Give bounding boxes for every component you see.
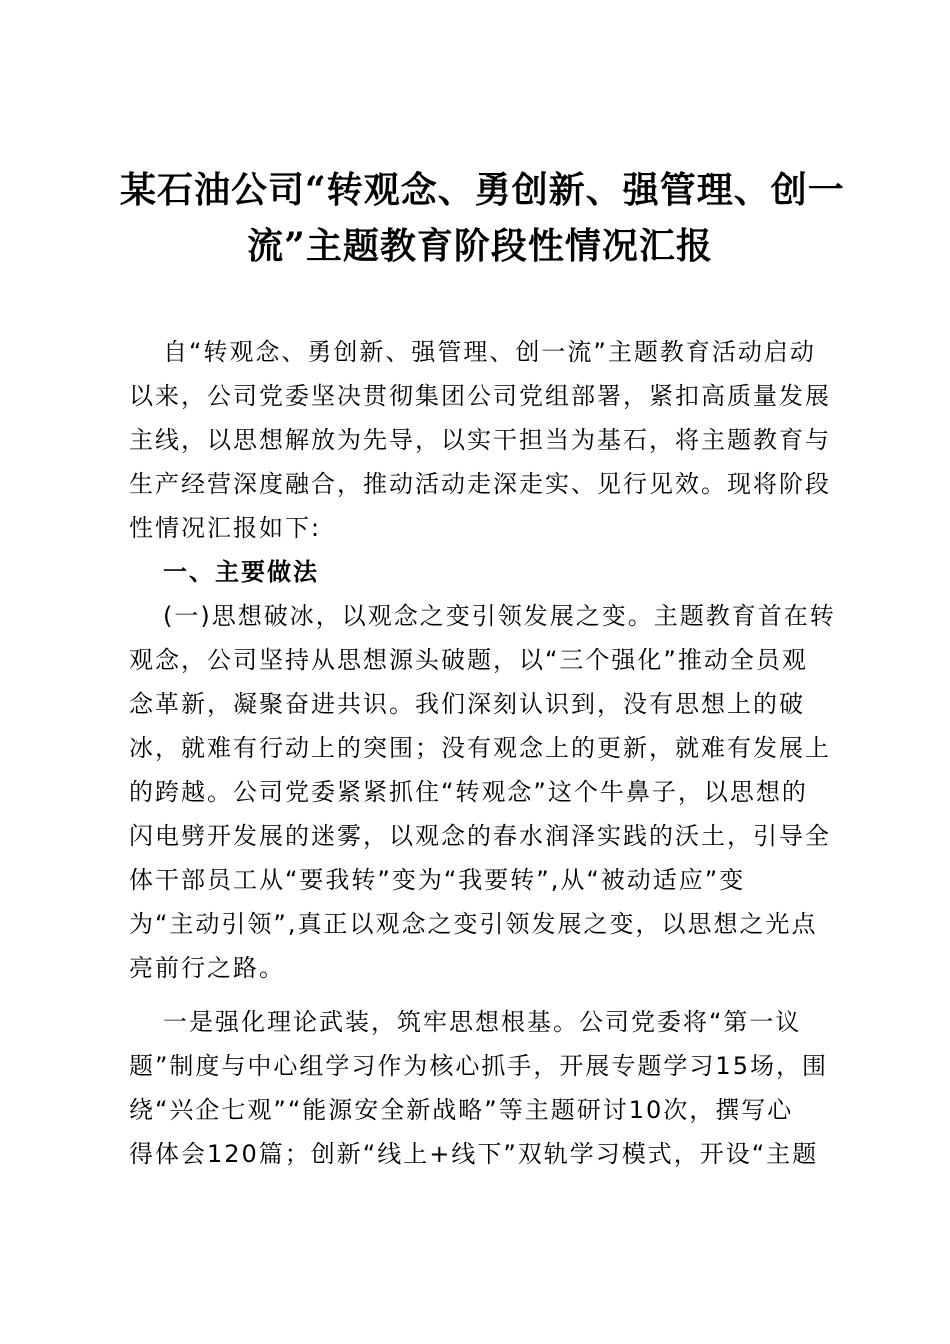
paragraph-line: 闪电劈开发展的迷雾，以观念的春水润泽实践的沃土，引导全 [129,822,831,850]
paragraph-line: 生产经营深度融合，推动活动走深走实、见行见效。现将阶段 [129,470,831,498]
point-paragraph [129,1000,829,1176]
paragraph-line: 冰，就难有行动上的突围；没有观念上的更新，就难有发展上 [129,734,831,762]
paragraph-line: (一)思想破冰，以观念之变引领发展之变。主题教育首在转 [163,602,836,630]
paragraph-line: 自“转观念、勇创新、强管理、创一流”主题教育活动启动 [163,338,816,366]
paragraph-gap [129,990,829,1000]
paragraph-line: 为“主动引领”,真正以观念之变引领发展之变，以思想之光点 [129,910,818,938]
paragraph-line: 题”制度与中心组学习作为核心抓手，开展专题学习15场，围 [129,1052,828,1080]
paragraph-line: 念革新，凝聚奋进共识。我们深刻认识到，没有思想上的破 [129,690,805,718]
title-line: 某石油公司“转观念、勇创新、强管理、创一 [120,169,845,211]
document-title [120,162,845,274]
paragraph-line: 观念，公司坚持从思想源头破题，以“三个强化”推动全员观 [129,646,808,674]
paragraph-line: 体干部员工从“要我转”变为“我要转”,从“被动适应”变 [129,866,746,894]
intro-paragraph [129,330,829,550]
subsection-paragraph [129,594,836,990]
paragraph-line: 一是强化理论武装，筑牢思想根基。公司党委将“第一议 [163,1008,802,1036]
paragraph-line: 绕“兴企七观”“能源安全新战略”等主题研讨10次，撰写心 [129,1096,794,1124]
paragraph-line: 以来，公司党委坚决贯彻集团公司党组部署，紧扣高质量发展 [129,382,831,410]
paragraph-line: 得体会120篇；创新“线上+线下”双轨学习模式，开设“主题 [129,1140,819,1168]
paragraph-line: 性情况汇报如下: [129,514,322,542]
title-line: 流”主题教育阶段性情况汇报 [247,225,713,267]
paragraph-line: 亮前行之路。 [129,954,285,982]
section-heading: 一、主要做法 [163,558,319,586]
paragraph-line: 主线，以思想解放为先导，以实干担当为基石，将主题教育与 [129,426,831,454]
document-body [129,330,836,1176]
paragraph-line: 的跨越。公司党委紧紧抓住“转观念”这个牛鼻子，以思想的 [129,778,808,806]
